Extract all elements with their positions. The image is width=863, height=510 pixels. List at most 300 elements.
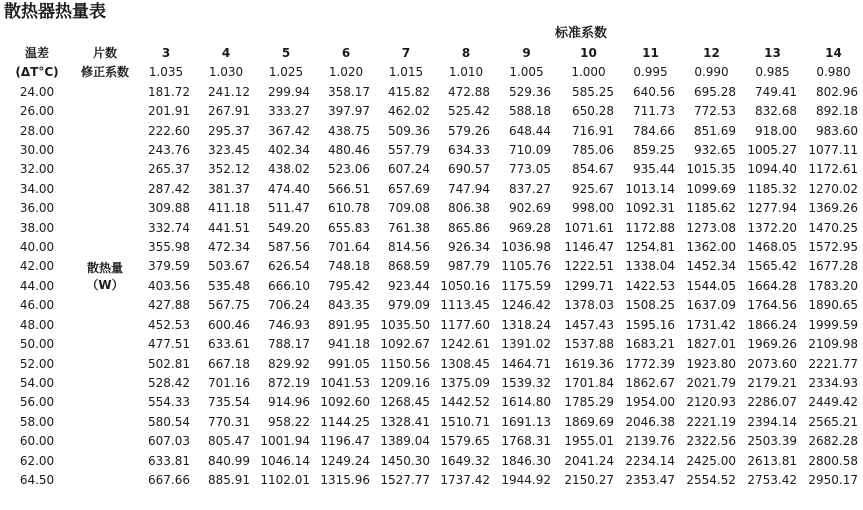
- heat-value-cell: 2682.28: [808, 434, 858, 449]
- heat-value-cell: 701.16: [208, 375, 250, 390]
- heat-value-cell: 1691.13: [501, 414, 551, 429]
- heat-value-cell: 2221.77: [808, 356, 858, 371]
- heat-value-cell: 773.05: [509, 162, 551, 177]
- heat-value-cell: 355.98: [148, 240, 190, 255]
- heat-value-cell: 1222.51: [564, 259, 614, 274]
- delta-t-label: (ΔT°C): [15, 65, 59, 80]
- heat-value-cell: 1866.24: [747, 317, 797, 332]
- delta-t-value: 42.00: [19, 259, 55, 274]
- heat-value-cell: 666.10: [268, 278, 310, 293]
- heat-value-cell: 983.60: [816, 123, 858, 138]
- heat-value-cell: 1246.42: [501, 298, 551, 313]
- heat-value-cell: 772.53: [694, 104, 736, 119]
- heat-value-cell: 1315.96: [320, 472, 370, 487]
- section-count: 4: [221, 46, 231, 60]
- heat-value-cell: 579.26: [448, 123, 490, 138]
- table-row: [0, 238, 863, 257]
- heat-value-cell: 1579.65: [440, 434, 490, 449]
- heat-value-cell: 427.88: [148, 298, 190, 313]
- heat-value-cell: 474.40: [268, 181, 310, 196]
- delta-t-value: 52.00: [19, 356, 55, 371]
- heat-value-cell: 1146.47: [564, 240, 614, 255]
- standard-coefficient-label: 标准系数: [555, 26, 608, 41]
- heat-value-cell: 1527.77: [380, 472, 430, 487]
- heat-value-cell: 462.02: [388, 104, 430, 119]
- delta-t-value: 26.00: [19, 104, 55, 119]
- heat-value-cell: 1999.59: [808, 317, 858, 332]
- heat-value-cell: 587.56: [268, 240, 310, 255]
- heat-value-cell: 865.86: [448, 220, 490, 235]
- heat-value-cell: 695.28: [694, 84, 736, 99]
- heat-value-cell: 1013.14: [625, 181, 675, 196]
- heat-value-cell: 367.42: [268, 123, 310, 138]
- empty-cell: [74, 374, 136, 393]
- correction-factor: 1.020: [328, 65, 364, 80]
- empty-cell: [74, 393, 136, 412]
- table-row: [0, 393, 863, 412]
- table-row: [0, 160, 863, 179]
- table-row: [0, 452, 863, 471]
- heat-value-cell: 379.59: [148, 259, 190, 274]
- delta-t-value: 24.00: [19, 84, 55, 99]
- heat-value-cell: 1242.61: [440, 337, 490, 352]
- heat-value-cell: 607.24: [388, 162, 430, 177]
- delta-t-value: 46.00: [19, 298, 55, 313]
- heat-value-cell: 600.46: [208, 317, 250, 332]
- heat-value-cell: 2286.07: [747, 395, 797, 410]
- section-count: 5: [281, 46, 291, 60]
- correction-factor: 1.000: [571, 65, 606, 80]
- table-row: [0, 335, 863, 354]
- section-count: 12: [703, 46, 720, 60]
- section-count: 7: [401, 46, 411, 60]
- heat-value-cell: 1869.69: [564, 414, 614, 429]
- heat-value-cell: 1619.36: [564, 356, 614, 371]
- heat-value-cell: 640.56: [633, 84, 675, 99]
- heat-value-cell: 1450.30: [380, 453, 430, 468]
- heat-value-cell: 1185.62: [686, 201, 736, 216]
- delta-t-value: 44.00: [19, 278, 55, 293]
- heat-value-cell: 1677.28: [808, 259, 858, 274]
- heat-value-cell: 2322.56: [686, 434, 736, 449]
- section-count: 14: [825, 46, 842, 60]
- heat-value-cell: 749.41: [755, 84, 797, 99]
- page-title: 散热器热量表: [4, 2, 106, 22]
- heat-value-cell: 806.38: [448, 201, 490, 216]
- heat-value-cell: 650.28: [572, 104, 614, 119]
- heat-value-cell: 1268.45: [380, 395, 430, 410]
- heat-value-cell: 1637.09: [686, 298, 736, 313]
- heat-value-cell: 411.18: [208, 201, 250, 216]
- heat-value-cell: 1099.69: [686, 181, 736, 196]
- heat-value-cell: 902.69: [509, 201, 551, 216]
- heat-value-cell: 2221.19: [686, 414, 736, 429]
- heat-value-cell: 267.91: [208, 104, 250, 119]
- heat-value-cell: 788.17: [268, 337, 310, 352]
- heat-value-cell: 1092.67: [380, 337, 430, 352]
- heat-value-cell: 1614.80: [501, 395, 551, 410]
- heat-value-cell: 1544.05: [686, 278, 736, 293]
- delta-t-value: 62.00: [19, 453, 55, 468]
- heat-value-cell: 1041.53: [320, 375, 370, 390]
- heat-value-cell: 785.06: [572, 143, 614, 158]
- correction-factor: 1.015: [388, 65, 424, 80]
- empty-cell: [74, 432, 136, 451]
- delta-t-value: 56.00: [19, 395, 55, 410]
- section-count: 8: [461, 46, 471, 60]
- heat-value-cell: 918.00: [755, 123, 797, 138]
- table-row: [0, 102, 863, 121]
- heat-value-cell: 1144.25: [320, 414, 370, 429]
- heat-value-cell: 352.12: [208, 162, 250, 177]
- heat-value-cell: 2234.14: [625, 453, 675, 468]
- heat-value-cell: 914.96: [268, 395, 310, 410]
- heat-value-cell: 784.66: [633, 123, 675, 138]
- delta-t-value: 64.50: [19, 472, 55, 487]
- delta-t-value: 28.00: [19, 123, 55, 138]
- heat-value-cell: 523.06: [328, 162, 370, 177]
- empty-cell: [74, 238, 136, 257]
- heat-value-cell: 567.75: [208, 298, 250, 313]
- heat-value-cell: 892.18: [816, 104, 858, 119]
- delta-t-value: 50.00: [19, 337, 55, 352]
- heat-value-cell: 477.51: [148, 337, 190, 352]
- delta-t-value: 54.00: [19, 375, 55, 390]
- heat-value-cell: 610.78: [328, 201, 370, 216]
- heat-value-cell: 1862.67: [625, 375, 675, 390]
- heat-value-cell: 1846.30: [501, 453, 551, 468]
- table-row: [0, 257, 863, 276]
- heat-value-cell: 438.75: [328, 123, 370, 138]
- heat-value-cell: 626.54: [268, 259, 310, 274]
- heat-value-cell: 837.27: [509, 181, 551, 196]
- heat-value-cell: 1510.71: [440, 414, 490, 429]
- empty-cell: [74, 122, 136, 141]
- section-count: 13: [764, 46, 781, 60]
- heat-value-cell: 1113.45: [440, 298, 490, 313]
- heat-value-cell: 1175.59: [501, 278, 551, 293]
- heat-value-cell: 1731.42: [686, 317, 736, 332]
- heat-value-cell: 1105.76: [501, 259, 551, 274]
- heat-value-cell: 735.54: [208, 395, 250, 410]
- empty-cell: [74, 413, 136, 432]
- heat-value-cell: 549.20: [268, 220, 310, 235]
- heat-value-cell: 554.33: [148, 395, 190, 410]
- heat-value-cell: 829.92: [268, 356, 310, 371]
- heat-value-cell: 2353.47: [625, 472, 675, 487]
- heat-output-unit: （W）: [86, 277, 124, 292]
- heat-value-cell: 770.31: [208, 414, 250, 429]
- wencha-label: 温差: [24, 46, 49, 60]
- empty-cell: [74, 316, 136, 335]
- heat-value-cell: 1442.52: [440, 395, 490, 410]
- heat-value-cell: 287.42: [148, 181, 190, 196]
- heat-value-cell: 397.97: [328, 104, 370, 119]
- table-row: [0, 413, 863, 432]
- correction-factor: 1.025: [268, 65, 304, 80]
- heat-value-cell: 299.94: [268, 84, 310, 99]
- heat-value-cell: 746.93: [268, 317, 310, 332]
- heat-value-cell: 655.83: [328, 220, 370, 235]
- heat-value-cell: 1254.81: [625, 240, 675, 255]
- heat-value-cell: 987.79: [448, 259, 490, 274]
- heat-value-cell: 761.38: [388, 220, 430, 235]
- heat-value-cell: 885.91: [208, 472, 250, 487]
- table-row: [0, 141, 863, 160]
- heat-value-cell: 1954.00: [625, 395, 675, 410]
- header-row-factors: [0, 63, 863, 82]
- heat-value-cell: 716.91: [572, 123, 614, 138]
- heat-value-cell: 480.46: [328, 143, 370, 158]
- heat-value-cell: 1249.24: [320, 453, 370, 468]
- heat-value-cell: 935.44: [633, 162, 675, 177]
- correction-factor: 0.985: [755, 65, 790, 80]
- heat-value-cell: 2503.39: [747, 434, 797, 449]
- heat-value-cell: 1328.41: [380, 414, 430, 429]
- heat-value-cell: 1768.31: [501, 434, 551, 449]
- heat-value-cell: 747.94: [448, 181, 490, 196]
- empty-cell: [74, 452, 136, 471]
- heat-value-cell: 667.18: [208, 356, 250, 371]
- heat-value-cell: 1389.04: [380, 434, 430, 449]
- table-row: [0, 374, 863, 393]
- empty-cell: [74, 355, 136, 374]
- heat-value-cell: 795.42: [328, 278, 370, 293]
- heat-value-cell: 1664.28: [747, 278, 797, 293]
- heat-value-cell: 1783.20: [808, 278, 858, 293]
- table-row: [0, 471, 863, 490]
- empty-cell: [74, 160, 136, 179]
- heat-value-cell: 557.79: [388, 143, 430, 158]
- delta-t-value: 30.00: [19, 143, 55, 158]
- heat-value-cell: 1539.32: [501, 375, 551, 390]
- heat-value-cell: 241.12: [208, 84, 250, 99]
- heat-value-cell: 1035.50: [380, 317, 430, 332]
- correction-label: 修正系数: [80, 65, 129, 80]
- heat-value-cell: 1308.45: [440, 356, 490, 371]
- heat-value-cell: 1391.02: [501, 337, 551, 352]
- heat-value-cell: 872.19: [268, 375, 310, 390]
- heat-value-cell: 358.17: [328, 84, 370, 99]
- table-row: [0, 83, 863, 102]
- heat-value-cell: 2120.93: [686, 395, 736, 410]
- heat-value-cell: 1102.01: [260, 472, 310, 487]
- heat-value-cell: 923.44: [388, 278, 430, 293]
- heat-value-cell: 265.37: [148, 162, 190, 177]
- heat-value-cell: 941.18: [328, 337, 370, 352]
- heat-value-cell: 1649.32: [440, 453, 490, 468]
- heat-value-cell: 2753.42: [747, 472, 797, 487]
- heat-value-cell: 2073.60: [747, 356, 797, 371]
- heat-value-cell: 1172.61: [808, 162, 858, 177]
- empty-cell: [74, 141, 136, 160]
- heat-value-cell: 633.81: [148, 453, 190, 468]
- heat-value-cell: 958.22: [268, 414, 310, 429]
- heat-value-cell: 1508.25: [625, 298, 675, 313]
- heat-value-cell: 868.59: [388, 259, 430, 274]
- heat-value-cell: 706.24: [268, 298, 310, 313]
- heat-value-cell: 566.51: [328, 181, 370, 196]
- correction-factor: 0.980: [816, 65, 851, 80]
- heat-value-cell: 2150.27: [564, 472, 614, 487]
- heat-value-cell: 802.96: [816, 84, 858, 99]
- section-count: 3: [161, 46, 171, 60]
- table-row: [0, 199, 863, 218]
- section-count: 6: [341, 46, 351, 60]
- heat-value-cell: 2139.76: [625, 434, 675, 449]
- heat-value-cell: 805.47: [208, 434, 250, 449]
- heat-value-cell: 1150.56: [380, 356, 430, 371]
- heat-value-cell: 711.73: [633, 104, 675, 119]
- heat-value-cell: 1050.16: [440, 278, 490, 293]
- heat-value-cell: 323.45: [208, 143, 250, 158]
- heat-value-cell: 709.08: [388, 201, 430, 216]
- heat-value-cell: 1944.92: [501, 472, 551, 487]
- section-count: 10: [580, 46, 597, 60]
- heat-value-cell: 1701.84: [564, 375, 614, 390]
- heat-value-cell: 295.37: [208, 123, 250, 138]
- heat-value-cell: 1827.01: [686, 337, 736, 352]
- heat-value-cell: 243.76: [148, 143, 190, 158]
- heat-value-cell: 2021.79: [686, 375, 736, 390]
- heat-value-cell: 814.56: [388, 240, 430, 255]
- heat-value-cell: 926.34: [448, 240, 490, 255]
- empty-cell: [74, 83, 136, 102]
- delta-t-value: 48.00: [19, 317, 55, 332]
- heat-output-table: [0, 44, 863, 490]
- heat-value-cell: 438.02: [268, 162, 310, 177]
- heat-value-cell: 1036.98: [501, 240, 551, 255]
- empty-cell: [74, 199, 136, 218]
- heat-value-cell: 452.53: [148, 317, 190, 332]
- heat-value-cell: 657.69: [388, 181, 430, 196]
- heat-value-cell: 843.35: [328, 298, 370, 313]
- heat-value-cell: 832.68: [755, 104, 797, 119]
- heat-value-cell: 1785.29: [564, 395, 614, 410]
- correction-factor: 0.990: [694, 65, 729, 80]
- delta-t-value: 40.00: [19, 240, 55, 255]
- heat-value-cell: 891.95: [328, 317, 370, 332]
- heat-value-cell: 1015.35: [686, 162, 736, 177]
- heat-value-cell: 690.57: [448, 162, 490, 177]
- heat-value-cell: 1422.53: [625, 278, 675, 293]
- heat-value-cell: 1270.02: [808, 181, 858, 196]
- heat-value-cell: 529.36: [509, 84, 551, 99]
- heat-value-cell: 1077.11: [808, 143, 858, 158]
- heat-value-cell: 607.03: [148, 434, 190, 449]
- delta-t-value: 38.00: [19, 220, 55, 235]
- heat-value-cell: 403.56: [148, 278, 190, 293]
- table-row: [0, 432, 863, 451]
- heat-value-cell: 998.00: [572, 201, 614, 216]
- heat-value-cell: 2394.14: [747, 414, 797, 429]
- delta-t-value: 58.00: [19, 414, 55, 429]
- heat-value-cell: 2554.52: [686, 472, 736, 487]
- heat-value-cell: 1464.71: [501, 356, 551, 371]
- heat-value-cell: 1362.00: [686, 240, 736, 255]
- heat-value-cell: 381.37: [208, 181, 250, 196]
- empty-cell: [74, 102, 136, 121]
- heat-value-cell: 1572.95: [808, 240, 858, 255]
- heat-value-cell: 851.69: [694, 123, 736, 138]
- empty-cell: [74, 335, 136, 354]
- heat-value-cell: 1375.09: [440, 375, 490, 390]
- heat-value-cell: 509.36: [388, 123, 430, 138]
- heat-value-cell: 2109.98: [808, 337, 858, 352]
- heat-value-cell: 1369.26: [808, 201, 858, 216]
- heat-value-cell: 991.05: [328, 356, 370, 371]
- header-row-sections: [0, 44, 863, 63]
- heat-value-cell: 1890.65: [808, 298, 858, 313]
- heat-output-label: [74, 257, 136, 296]
- heat-value-cell: 472.34: [208, 240, 250, 255]
- heat-value-cell: 1172.88: [625, 220, 675, 235]
- heat-value-cell: 925.67: [572, 181, 614, 196]
- correction-factor: 1.035: [148, 65, 184, 80]
- section-count: 9: [522, 46, 531, 60]
- heat-value-cell: 222.60: [148, 123, 190, 138]
- heat-value-cell: 701.64: [328, 240, 370, 255]
- heat-value-cell: 1372.20: [747, 220, 797, 235]
- heat-value-cell: 1683.21: [625, 337, 675, 352]
- heat-value-cell: 415.82: [388, 84, 430, 99]
- heat-output-label-text: 散热量: [86, 260, 123, 275]
- heat-value-cell: 1772.39: [625, 356, 675, 371]
- heat-value-cell: 1273.08: [686, 220, 736, 235]
- heat-value-cell: 1378.03: [564, 298, 614, 313]
- heat-value-cell: 1318.24: [501, 317, 551, 332]
- heat-value-cell: 932.65: [694, 143, 736, 158]
- heat-value-cell: 332.74: [148, 220, 190, 235]
- heat-value-cell: 710.09: [509, 143, 551, 158]
- heat-value-cell: 634.33: [448, 143, 490, 158]
- delta-t-value: 60.00: [19, 434, 55, 449]
- heat-value-cell: 2046.38: [625, 414, 675, 429]
- heat-value-cell: 333.27: [268, 104, 310, 119]
- heat-value-cell: 979.09: [388, 298, 430, 313]
- heat-value-cell: 2179.21: [747, 375, 797, 390]
- correction-factor: 1.005: [509, 65, 544, 80]
- heat-value-cell: 2425.00: [686, 453, 736, 468]
- heat-value-cell: 1092.31: [625, 201, 675, 216]
- heat-value-cell: 1338.04: [625, 259, 675, 274]
- heat-value-cell: 1457.43: [564, 317, 614, 332]
- empty-cell: [74, 471, 136, 490]
- heat-value-cell: 1005.27: [747, 143, 797, 158]
- heat-value-cell: 441.51: [208, 220, 250, 235]
- heat-value-cell: 503.67: [208, 259, 250, 274]
- heat-value-cell: 969.28: [509, 220, 551, 235]
- empty-cell: [74, 296, 136, 315]
- heat-value-cell: 535.48: [208, 278, 250, 293]
- heat-value-cell: 840.99: [208, 453, 250, 468]
- heat-value-cell: 309.88: [148, 201, 190, 216]
- heat-value-cell: 1595.16: [625, 317, 675, 332]
- heat-value-cell: 201.91: [148, 104, 190, 119]
- correction-factor: 1.010: [448, 65, 484, 80]
- heat-value-cell: 1923.80: [686, 356, 736, 371]
- heat-value-cell: 2613.81: [747, 453, 797, 468]
- heat-value-cell: 1452.34: [686, 259, 736, 274]
- heat-value-cell: 1094.40: [747, 162, 797, 177]
- heat-value-cell: 2565.21: [808, 414, 858, 429]
- correction-factor: 1.030: [208, 65, 244, 80]
- table-row: [0, 180, 863, 199]
- heat-value-cell: 1537.88: [564, 337, 614, 352]
- heat-value-cell: 585.25: [572, 84, 614, 99]
- heat-value-cell: 667.66: [148, 472, 190, 487]
- heat-value-cell: 1468.05: [747, 240, 797, 255]
